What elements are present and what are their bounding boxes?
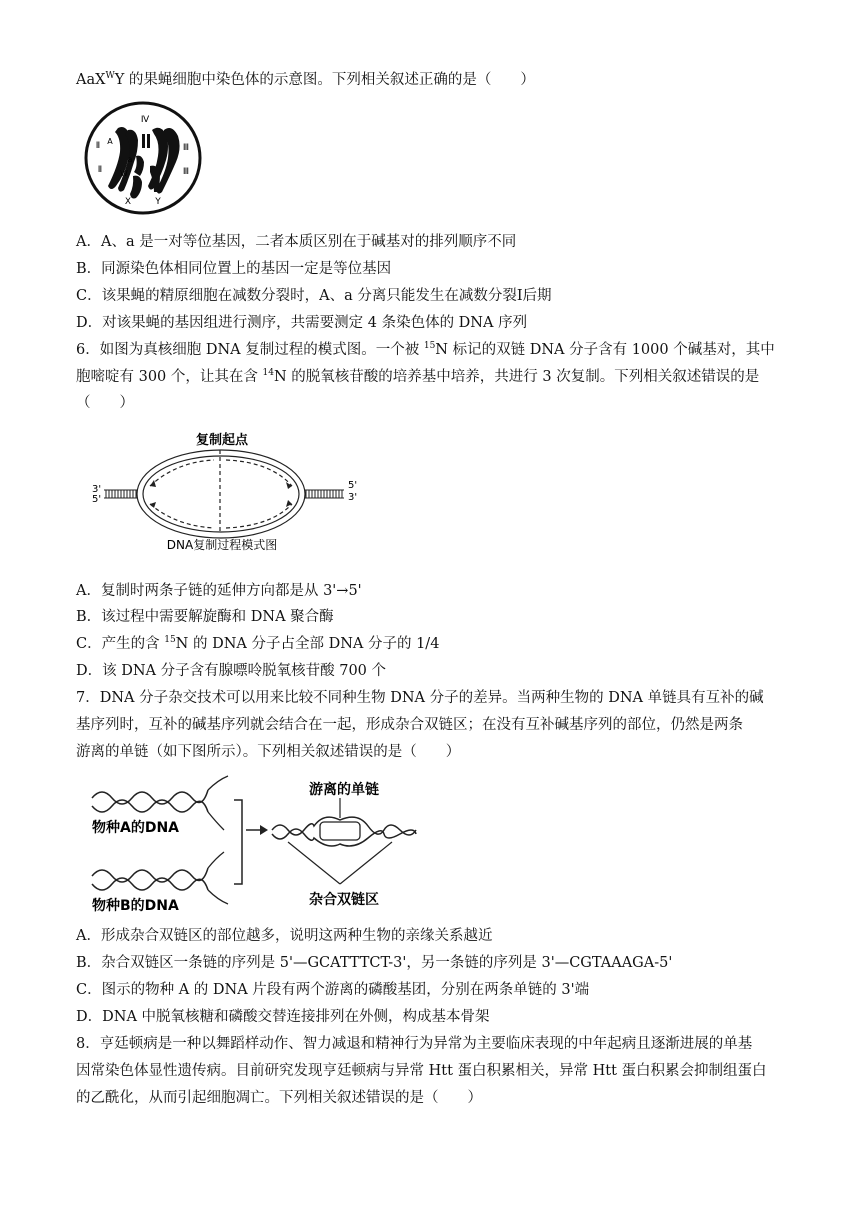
- left-3prime: 3': [92, 484, 102, 495]
- label-X: X: [124, 197, 132, 207]
- replication-origin-label: 复制起点: [195, 433, 249, 448]
- q6-option-a: A．复制时两条子链的延伸方向都是从 3'→5': [76, 583, 362, 599]
- q5-stem: AaX$^W$Y 的果蝇细胞中染色体的示意图。下列相关叙述正确的是（ ）: [76, 71, 535, 88]
- q7-stem-line2: 基序列时，互补的碱基序列就会结合在一起，形成杂合双链区；在没有互补碱基序列的部位，仍然是两条: [76, 717, 743, 733]
- right-5prime: 5': [348, 480, 358, 491]
- q8-stem-line1: 8．亨廷顿病是一种以舞蹈样动作、智力减退和精神行为异常为主要临床表现的中年起病且逐渐进展的单基: [76, 1036, 753, 1052]
- q8-stem-line2: 因常染色体显性遗传病。目前研究发现亨廷顿病与异常 Htt 蛋白积累相关，异常 Htt 蛋白积累会抑制组蛋白: [76, 1063, 767, 1079]
- q7-stem-line3: 游离的单链（如下图所示）。下列相关叙述错误的是（ ）: [76, 744, 461, 760]
- label-ii-top: Ⅱ: [95, 141, 101, 151]
- chromosome-figure: [78, 100, 212, 220]
- left-5prime: 5': [92, 494, 102, 505]
- q8-stem-line3: 的乙酰化，从而引起细胞凋亡。下列相关叙述错误的是（ ）: [76, 1090, 482, 1106]
- q6-option-c: C．产生的含 $^{15}$N 的 DNA 分子占全部 DNA 分子的 1/4: [76, 635, 440, 652]
- q6-option-d: D．该 DNA 分子含有腺嘌呤脱氧核苷酸 700 个: [76, 663, 387, 679]
- q5-option-c: C．该果蝇的精原细胞在减数分裂时，A、a 分离只能发生在减数分裂Ⅰ后期: [76, 288, 552, 304]
- species-b-label: 物种B的DNA: [92, 898, 179, 914]
- label-ii-bottom: Ⅱ: [97, 165, 103, 175]
- label-W: W: [120, 169, 128, 178]
- hybrid-region-label: 杂合双链区: [309, 892, 379, 908]
- label-iii-top: Ⅲ: [182, 143, 190, 153]
- label-a: a: [127, 155, 133, 164]
- label-iv: Ⅳ: [140, 115, 150, 125]
- dna-hybridization-figure: [88, 772, 428, 914]
- q6-option-b: B．该过程中需要解旋酶和 DNA 聚合酶: [76, 609, 334, 625]
- q5-option-d: D．对该果蝇的基因组进行测序，共需要测定 4 条染色体的 DNA 序列: [76, 315, 528, 331]
- q7-option-a: A．形成杂合双链区的部位越多，说明这两种生物的亲缘关系越近: [76, 928, 493, 944]
- dna-replication-caption: DNA复制过程模式图: [166, 538, 278, 552]
- label-iii-bottom: Ⅲ: [182, 167, 190, 177]
- label-Y: Y: [155, 197, 161, 207]
- q7-stem-line1: 7．DNA 分子杂交技术可以用来比较不同种生物 DNA 分子的差异。当两种生物的 DNA 单链具有互补的碱: [76, 690, 764, 706]
- q7-option-c: C．图示的物种 A 的 DNA 片段有两个游离的磷酸基团，分别在两条单链的 3'端: [76, 982, 590, 998]
- species-a-label: 物种A的DNA: [92, 820, 180, 836]
- right-3prime: 3': [348, 492, 358, 503]
- label-A: A: [107, 137, 113, 146]
- q5-option-a: A．A、a 是一对等位基因，二者本质区别在于碱基对的排列顺序不同: [76, 234, 517, 250]
- q6-stem-line1: 6．如图为真核细胞 DNA 复制过程的模式图。一个被 $^{15}$N 标记的双链 DNA 分子含有 1000 个碱基对，其中: [76, 341, 775, 358]
- q6-stem-line3: （ ）: [76, 395, 134, 411]
- q7-option-d: D．DNA 中脱氧核糖和磷酸交替连接排列在外侧，构成基本骨架: [76, 1009, 490, 1025]
- dna-replication-figure: [86, 428, 366, 554]
- q5-option-b: B．同源染色体相同位置上的基因一定是等位基因: [76, 261, 392, 277]
- q6-stem-line2: 胞嘧啶有 300 个，让其在含 $^{14}$N 的脱氧核苷酸的培养基中培养，共进行 3 次复制。下列相关叙述错误的是: [76, 368, 760, 385]
- q7-option-b: B．杂合双链区一条链的序列是 5'—GCATTTCT-3'，另一条链的序列是 3'—CGTAAAGA-5': [76, 955, 673, 971]
- free-strand-label: 游离的单链: [309, 782, 379, 798]
